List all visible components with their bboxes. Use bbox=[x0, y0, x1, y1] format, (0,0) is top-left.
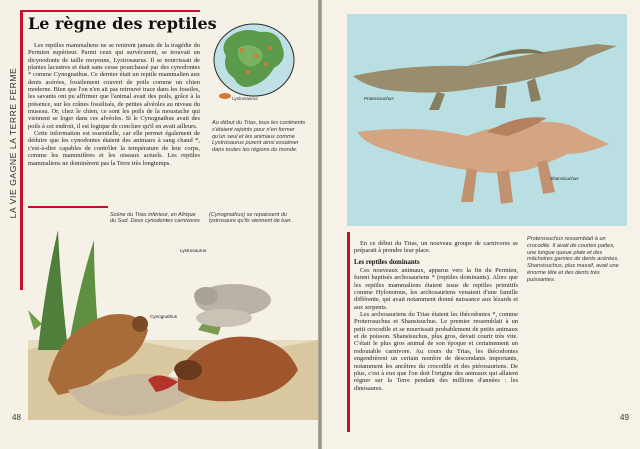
map-caption: Au début du Trias, tous les continents s'étaient rejoints pour n'en former qu'un seul et les animaux comme Lystrosaurus purent ainsi essaimer dans toutes les régions du monde. bbox=[212, 120, 306, 154]
red-rule-vertical bbox=[20, 10, 23, 290]
right-intro: En ce début du Trias, un nouveau groupe de carnivores se préparait à prendre leur place. bbox=[354, 240, 518, 255]
reptile-illustration-panel bbox=[347, 14, 627, 226]
sidebar-title-container bbox=[6, 20, 18, 280]
right-paragraph-1: Ces nouveaux animaux, apparus vers la fin du Permien, furent baptisés archosauriens * (reptiles dominants). Alors que les reptiles mammaliens étaient issus de reptiles primitifs comme Hylonomus, les archosauriens venaient d'une famille différente, qui avait notamment donné naissance aux lézards et aux serpents. bbox=[354, 267, 518, 311]
page-title: Le règne des reptiles bbox=[28, 14, 217, 33]
page-number-left: 48 bbox=[12, 413, 21, 422]
left-body-text bbox=[28, 42, 200, 167]
right-paragraph-2: Les archosauriens du Trias étaient les thécodontes *, comme Proterosuchus et Shansisuchus. Le premier ressemblait à un petit crocodile et se nourrissait probablement de petits animaux et de poisson. Shansisuchus, plus gros, devait courir très vite. C'était le plus gros animal de son époque et certainement un redoutable carnivore. Au cours du Trias, les thécodontes engendrèrent un certain nombre de descendants importants, notamment les ancêtres du crocodile et des ptérosauriens. De plus, c'est à eux que l'on doit l'origine des animaux qui allaient régner sur la Terre pendant des millions d'années : les dinosaures. bbox=[354, 311, 518, 392]
triassic-scene-illustration bbox=[28, 220, 318, 420]
scene-label-lystrosaurus: Lystrosaurus bbox=[180, 248, 207, 253]
scene-caption-2: (Cynognathus) se repaissent du lystrosaure qu'ils viennent de tuer. bbox=[209, 212, 293, 225]
red-rule-top bbox=[20, 10, 200, 12]
page-number-right: 49 bbox=[620, 413, 629, 422]
label-proterosuchus: Proterosuchus bbox=[364, 96, 394, 101]
left-paragraph-2: Cette information est essentielle, car elle permet également de déduire que les cynodontes étaient des animaux à sang chaud *, c'est-à-dire capables de contrôler la température de leur corps, comme les mammifères et les oiseaux actuels. Les reptiles mammaliens ne dominèrent pas la Terre très longtemps. bbox=[28, 130, 200, 167]
left-paragraph-1: Les reptiles mammaliens ne se renirent jamais de la tragédie du Permien supérieur. Parmi ceux qui survécurent, se trouvait un dicynodonte de taille moyenne, Lystrosaurus. Il se nourrissait de plantes lacustres et était sans cesse pourchassé par des cynodontes * comme Cynognathus. Ce dernier était un reptile mammalien aux dents acérées, fossilement couvert de poils comme un chien moderne. Bien que l'on n'en ait pas retrouvé trace dans les fossiles, les savants ont pu affirmer que l'animal avait des poils, grâce à la présence, sur les crânes fossilisés, de petites alvéoles au niveau du museau. Or, chez le chien, ce sont les poils de la moustache qui viennent se loger dans ces alvéoles. Si le Cynognathus avait des poils à cet endroit, il est logique de conclure qu'il en avait ailleurs. bbox=[28, 42, 200, 130]
left-page bbox=[0, 0, 318, 449]
right-page bbox=[322, 0, 640, 449]
sidebar-title: LA VIE GAGNE LA TERRE FERME bbox=[8, 67, 18, 219]
right-body-text bbox=[354, 240, 518, 392]
pangea-map bbox=[208, 20, 300, 120]
label-shansisuchus: Shansisuchus bbox=[550, 176, 579, 181]
lystrosaurus-legend-icon bbox=[218, 92, 232, 100]
scene-label-cynognathus: Cynognathus bbox=[150, 314, 178, 319]
map-legend-label: Lystrosaurus bbox=[232, 96, 258, 101]
right-caption: Proterosuchus ressemblait à un crocodile. Il avait de courtes pattes, une longue queue plate et des mâchoires garnies de dents acérées. Shansisuchus, plus massif, avait une énorme tête et des dents très puissantes. bbox=[527, 236, 619, 283]
red-rule-right bbox=[347, 232, 350, 432]
scene-caption-1: Scène du Trias inférieur, en Afrique du Sud. Deux cynodontes carnivores bbox=[110, 212, 200, 225]
archosaur-illustration bbox=[347, 14, 627, 226]
right-heading: Les reptiles dominants bbox=[354, 258, 420, 266]
red-rule-scene bbox=[28, 206, 108, 208]
